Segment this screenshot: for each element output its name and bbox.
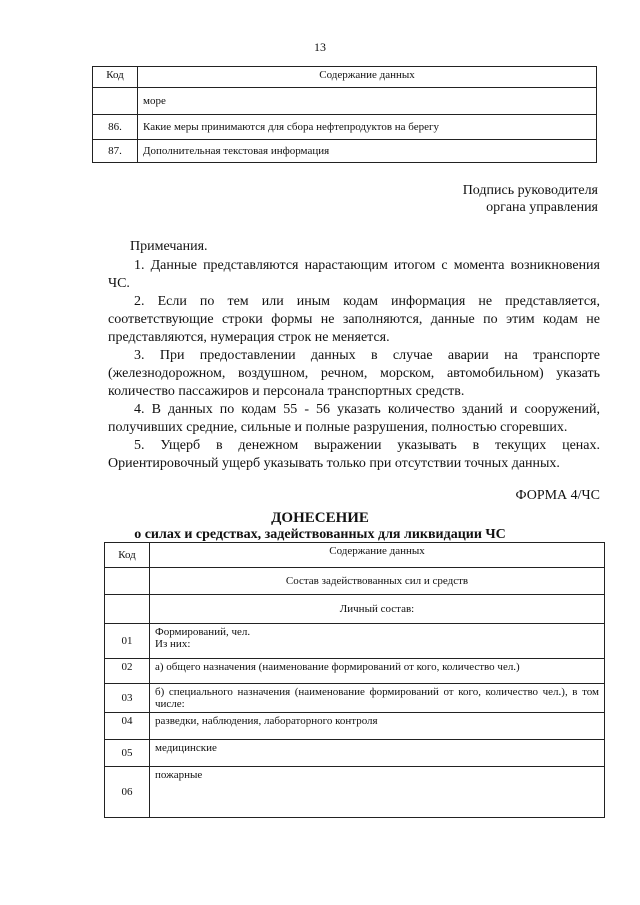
table-row <box>105 624 605 659</box>
row-code: 01 <box>105 624 150 659</box>
row-code: 87. <box>93 140 138 163</box>
row-code: 04 <box>105 713 150 740</box>
signature-line-2: органа управления <box>486 200 598 215</box>
header-code: Код <box>105 543 150 568</box>
page-number: 13 <box>314 40 326 54</box>
row-code: 02 <box>105 659 150 684</box>
note-item: 5. Ущерб в денежном выражении указывать в текущих ценах. Ориентировочный ущерб указывать только при отсутствии точных данных. <box>108 438 600 471</box>
row-text: море <box>138 88 597 115</box>
header-content: Содержание данных <box>150 543 605 568</box>
note-item: 2. Если по тем или иным кодам информация не представляется, соответствующие строки формы не заполняются, данные по этим кодам не представляются, нумерация строк не меняется. <box>108 294 600 345</box>
row-code: 86. <box>93 115 138 140</box>
table-header-row <box>105 543 605 568</box>
row-code: 03 <box>105 684 150 713</box>
row-text: пожарные <box>150 767 605 818</box>
table-row <box>105 740 605 767</box>
row-text-line: Из них: <box>155 638 191 650</box>
row-code: 06 <box>105 767 150 818</box>
table-row <box>105 767 605 818</box>
notes-section <box>108 238 600 473</box>
report-subtitle: о силах и средствах, задействованных для ликвидации ЧС <box>134 527 506 542</box>
subsection-code-empty <box>105 595 150 624</box>
note-item: 1. Данные представляются нарастающим итогом с момента возникновения ЧС. <box>108 258 600 291</box>
row-code <box>93 88 138 115</box>
table-subsection-row <box>105 595 605 624</box>
row-code: 05 <box>105 740 150 767</box>
row-text: б) специального назначения (наименование формирований от кого, количество чел.), в том числе: <box>150 684 605 713</box>
header-code: Код <box>93 67 138 88</box>
row-text: разведки, наблюдения, лабораторного контроля <box>150 713 605 740</box>
table-header-row <box>93 67 597 88</box>
note-item: 3. При предоставлении данных в случае аварии на транспорте (железнодорожном, воздушном, речном, морском, автомобильном) указать количество пассажиров и персонала транспортных средств. <box>108 348 600 399</box>
table-row <box>105 713 605 740</box>
table-row <box>93 140 597 163</box>
section-title: Состав задействованных сил и средств <box>150 568 605 595</box>
section-code-empty <box>105 568 150 595</box>
table-row <box>105 684 605 713</box>
form-label: ФОРМА 4/ЧС <box>515 488 600 503</box>
subsection-title: Личный состав: <box>150 595 605 624</box>
table-row <box>105 659 605 684</box>
row-text-line: Формирований, чел. <box>155 626 251 638</box>
data-table-continued <box>92 66 597 163</box>
signature-block <box>390 182 598 216</box>
row-text: Какие меры принимаются для сбора нефтепродуктов на берегу <box>138 115 597 140</box>
header-content: Содержание данных <box>138 67 597 88</box>
row-text <box>150 624 605 659</box>
data-table-forces <box>104 542 605 818</box>
row-text: Дополнительная текстовая информация <box>138 140 597 163</box>
signature-line-1: Подпись руководителя <box>462 183 598 198</box>
row-text: медицинские <box>150 740 605 767</box>
table-row <box>93 115 597 140</box>
table-row <box>93 88 597 115</box>
note-item: 4. В данных по кодам 55 - 56 указать количество зданий и сооружений, получивших средние, сильные и полные разрушения, полностью сгоревших. <box>108 402 600 435</box>
notes-title: Примечания. <box>130 239 208 254</box>
report-title: ДОНЕСЕНИЕ <box>271 510 369 526</box>
row-text: а) общего назначения (наименование формирований от кого, количество чел.) <box>150 659 605 684</box>
table-section-row <box>105 568 605 595</box>
